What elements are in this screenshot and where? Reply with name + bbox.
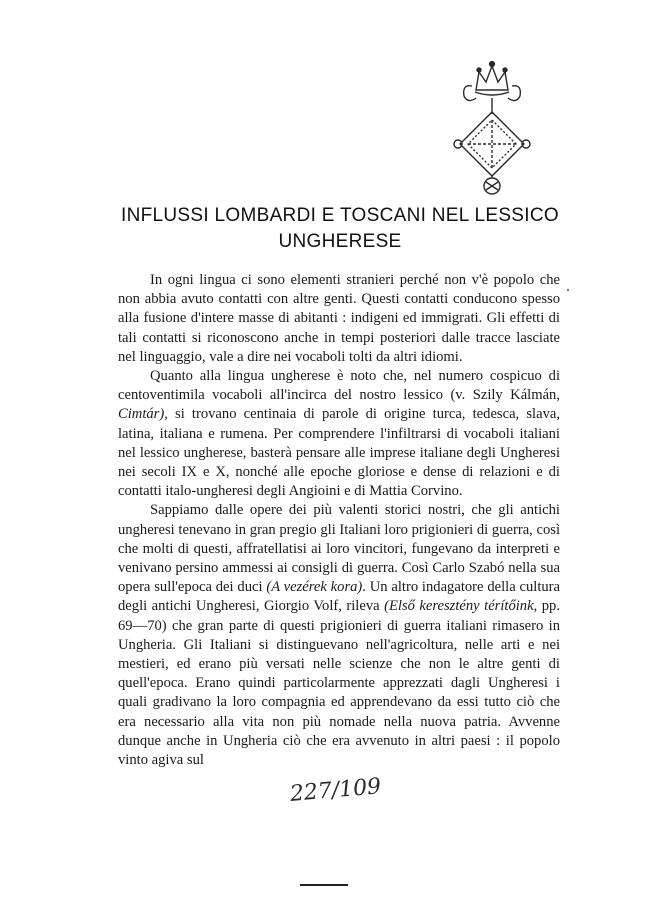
paragraph-1: In ogni lingua ci sono elementi stranieri perché non v'è popolo che non abbia avuto contatti con altre genti. Questi contatti conducono spesso alla fusione d'intere masse di abitanti : indigeni ed immigrati. Gli effetti di tali contatti si riconoscono anche in tempi posteriori dalle tracce lasciate nel linguaggio, vale a dire nei vocaboli tolti da altri idiomi. bbox=[118, 272, 560, 365]
citation-a-vezerek-kora: (A vezérek kora) bbox=[266, 579, 363, 596]
paragraph-2 bbox=[118, 367, 560, 501]
crowned-cross-emblem-icon bbox=[442, 58, 542, 208]
citation-elso-kereszteny: (Első keresztény térítőink bbox=[384, 598, 534, 615]
body-text bbox=[118, 271, 560, 770]
paragraph-3-part-a: Sappiamo dalle opere dei più valenti storici nostri, che gli antichi ungheresi tenevano in gran pregio gli Italiani loro prigionieri di guerra, così che molti di questi, affratellatisi ai loro vincitori, fungevano da interpreti e venivano persino ammessi ai consigli di guerra. Così Carlo Szabó nella sua opera sull'epoca dei duci bbox=[118, 502, 560, 596]
page-title-line-1: INFLUSSI LOMBARDI E TOSCANI NEL LESSICO bbox=[121, 205, 559, 226]
margin-dot bbox=[567, 289, 569, 291]
page-title-line-2: UNGHERESE bbox=[278, 231, 402, 252]
paragraph-2-part-a: Quanto alla lingua ungherese è noto che, nel numero cospicuo di centoventimila vocaboli all'incirca del nostro lessico (v. Szily Kálmán, bbox=[118, 368, 560, 404]
paragraph-2-part-b: , si trovano centinaia di parole di origine turca, tedesca, slava, latina, italiana e rumena. Per comprendere l'infiltrarsi di vocaboli italiani nel lessico ungherese, basterà pensare alle imprese italiane degli Ungheresi nei secoli IX e X, nonché alle epoche gloriose e dense di relazioni e di contatti italo-ungheresi degli Angioini e di Mattia Corvino. bbox=[118, 406, 560, 500]
citation-cimtar: Cimtár) bbox=[118, 406, 165, 423]
bottom-rule bbox=[300, 884, 348, 886]
paragraph-3 bbox=[118, 501, 560, 770]
paragraph-3-part-c: , pp. 69—70) che gran parte di questi prigionieri di guerra italiani rimasero in Ungheria. Gli Italiani si distinguevano nell'agricoltura, nelle arti e nei mestieri, ed erano più versati nelle scienze che non le altre genti di quell'epoca. Erano quindi particolarmente apprezzati dagli Ungheresi i quali gradivano la loro compagnia ed apprendevano da essi tutto ciò che era necessario alla vita non più nomade nella nuova patria. Avvenne dunque anche in Ungheria ciò che era avvenuto in altri paesi : il popolo vinto agiva sul bbox=[118, 598, 560, 769]
paragraph-3-part-b: . Un altro indagatore della cultura degli antichi Ungheresi, Giorgio Volf, rileva bbox=[118, 579, 561, 615]
handwritten-shelf-mark: 227/109 bbox=[288, 774, 383, 807]
